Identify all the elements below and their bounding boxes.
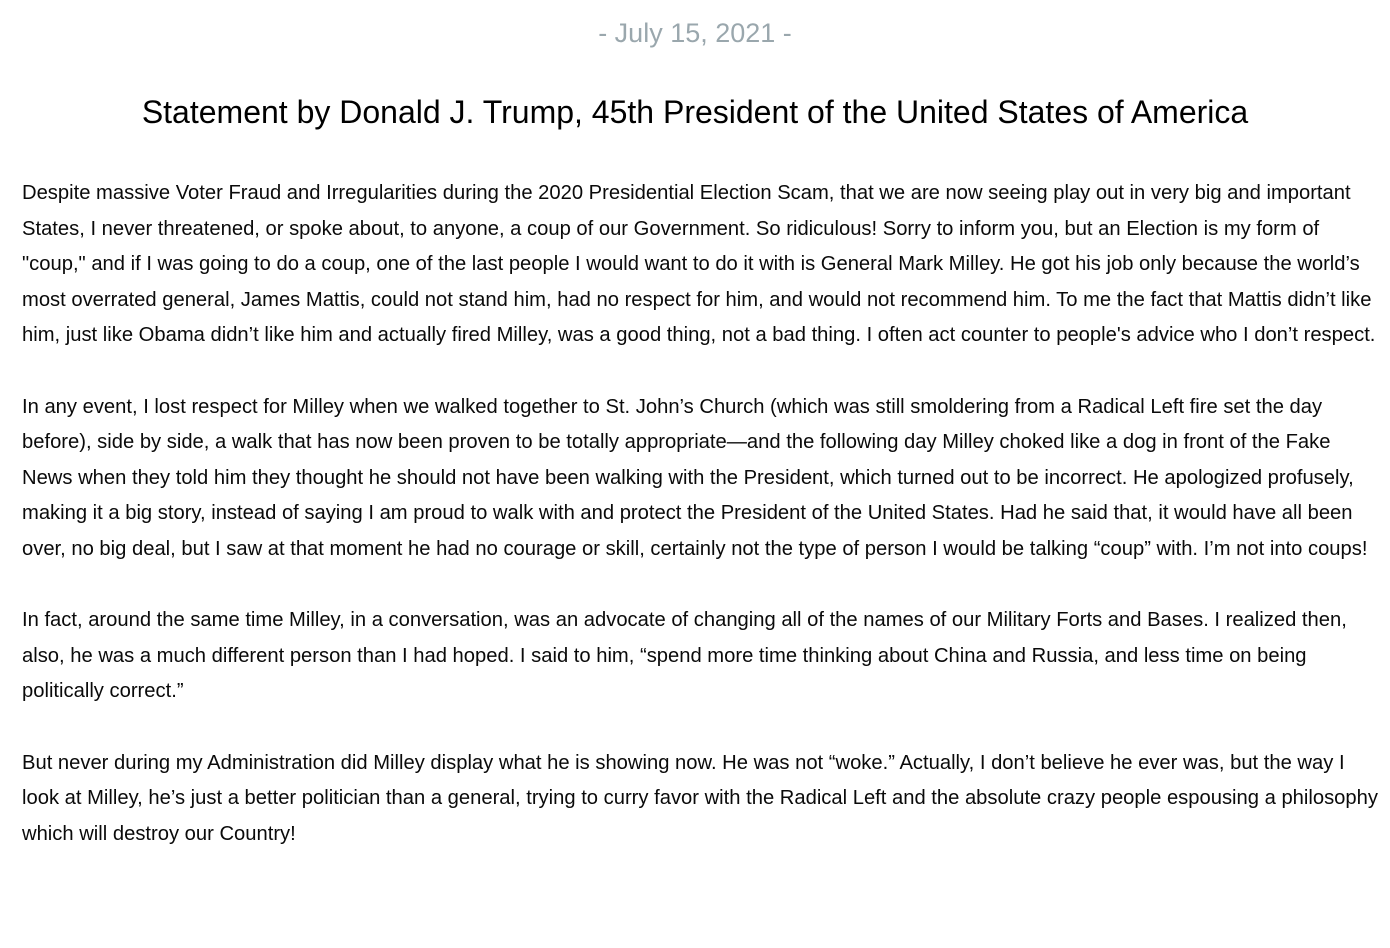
paragraph-1: Despite massive Voter Fraud and Irregularities during the 2020 Presidential Election Scam, that we are now seeing play out in very big and important States, I never threatened, or spoke about, to anyone, a coup of our Government. So ridiculous! Sorry to inform you, but an Election is my form of "coup," and if I was going to do a coup, one of the last people I would want to do it with is General Mark Milley. He got his job only because the world’s most overrated general, James Mattis, could not stand him, had no respect for him, and would not recommend him. To me the fact that Mattis didn’t like him, just like Obama didn’t like him and actually fired Milley, was a good thing, not a bad thing. I often act counter to people's advice who I don’t respect. [22,182,1376,347]
paragraph-3: In fact, around the same time Milley, in a conversation, was an advocate of changing all of the names of our Military Forts and Bases. I realized then, also, he was a much different person than I had hoped. I said to him, “spend more time thinking about China and Russia, and less time on being politically correct.” [22,609,1347,703]
paragraph-4: But never during my Administration did Milley display what he is showing now. He was not “woke.” Actually, I don’t believe he ever was, but the way I look at Milley, he’s just a better politician than a general, trying to curry favor with the Radical Left and the absolute crazy people espousing a philosophy which will destroy our Country! [22,751,1378,845]
statement-title: Statement by Donald J. Trump, 45th President of the United States of America [141,94,1249,130]
paragraph-2: In any event, I lost respect for Milley when we walked together to St. John’s Church (which was still smoldering from a Radical Left fire set the day before), side by side, a walk that has now been proven to be totally appropriate—and the following day Milley choked like a dog in front of the Fake News when they told him they thought he should not have been walking with the President, which turned out to be incorrect. He apologized profusely, making it a big story, instead of saying I am proud to walk with and protect the President of the United States. Had he said that, it would have all been over, no big deal, but I saw at that moment he had no courage or skill, certainly not the type of person I would be talking “coup” with. I’m not into coups! [22,395,1368,560]
statement-body [22,176,1378,888]
statement-date: - July 15, 2021 - [598,18,792,48]
